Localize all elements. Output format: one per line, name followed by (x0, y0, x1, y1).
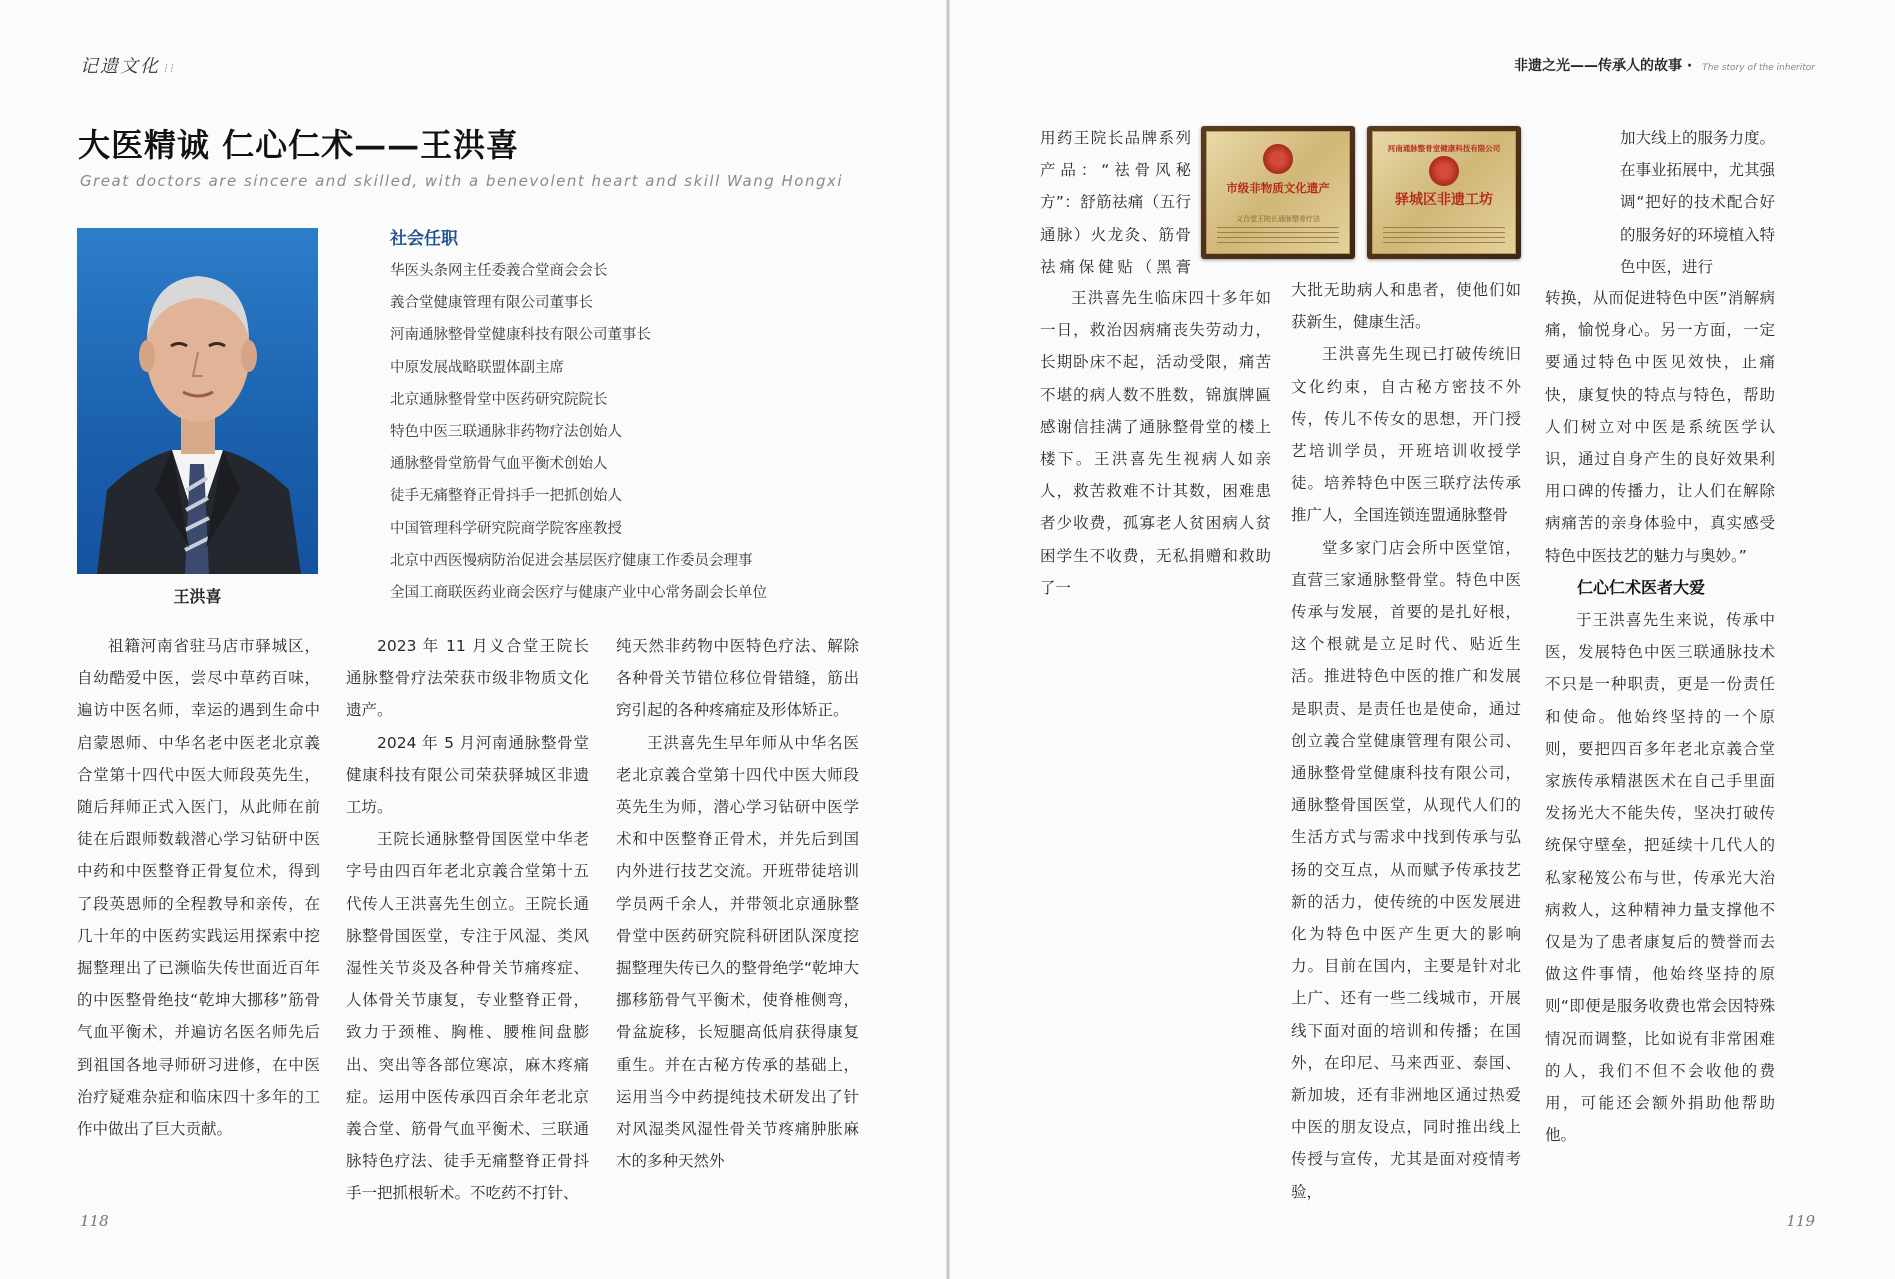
right-column-3-top (1620, 122, 1775, 283)
section-heading: 仁心仁术医者大爱 (1577, 577, 1706, 597)
page-number-left: 118 (80, 1212, 109, 1230)
paragraph: 2023 年 11 月义合堂王院长通脉整骨疗法荣获市级非物质文化遗产。 (346, 637, 589, 720)
logo-text: 记遗文化 (80, 56, 160, 77)
paragraph: 王院长通脉整骨国医堂中华老字号由四百年老北京義合堂第十五代传人王洪喜先生创立。王院长通脉整骨国医堂，专注于风湿、类风湿性关节炎及各种骨关节痛疼症、人体骨关节康复，专业整脊正骨，致力于颈椎、胸椎、腰椎间盘膨出、突出等各部位寒凉，麻木疼痛症。运用中医传承四百余年老北京義合堂、筋骨气血平衡术、三联通脉特色疗法、徒手无痛整脊正骨抖手一把抓根斩术。不吃药不打针、 (346, 830, 589, 1203)
portrait-photo (77, 228, 318, 574)
section-title: 非遗之光——传承人的故事 · (1514, 58, 1693, 74)
paragraph: 祖籍河南省驻马店市驿城区，自幼酷爱中医，尝尽中草药百味，遍访中医名师，幸运的遇到生命中启蒙恩师、中华名老中医老北京義合堂第十四代中医大师段英先生，随后拜师正式入医门，从此师在前徒在后跟师数载潜心学习钻研中医中药和中医整脊正骨复位术，得到了段英恩师的全程教导和亲传，在几十年的中医药实践运用探索中挖掘整理出了已濒临失传世面近百年的中医整骨绝技“乾坤大挪移”筋骨气血平衡术，并遍访名医名师先后到祖国各地寻师研习进修，在中医治疗疑难杂症和临床四十多年的工作中做出了巨大贡献。 (77, 637, 320, 1139)
emblem-icon (1263, 144, 1293, 174)
right-column-1-lower (1040, 282, 1271, 604)
position-item: 河南通脉整骨堂健康科技有限公司董事长 (390, 327, 651, 344)
paragraph: 王洪喜先生临床四十多年如一日，救治因病痛丧失劳动力，长期卧床不起，活动受限，痛苦不堪的病人数不胜数，锦旗牌匾感谢信挂满了通脉整骨堂的楼上楼下。王洪喜先生视病人如亲人，救苦救难不计其数，困难患者少收费，孤寡老人贫困病人贫困学生不收费，无私捐赠和救助了一 (1040, 289, 1271, 597)
paragraph: 王洪喜先生早年师从中华名医老北京義合堂第十四代中医大师段英先生为师，潜心学习钻研中医学术和中医整脊正骨术，并先后到国内外进行技艺交流。开班带徒培训学员两千余人，并带领北京通脉整骨堂中医药研究院科研团队深度挖掘整理失传已久的整骨绝学“乾坤大挪移筋骨气平衡术，使脊椎侧弯，骨盆旋移，长短腿高低肩获得康复重生。并在古秘方传承的基础上，运用当今中药提纯技术研发出了针对风湿类风湿性骨关节疼痛肿胀麻木的多种天然外 (616, 733, 859, 1171)
paragraph: 用药王院长品牌系列产品：“祛骨风秘方”：舒筋祛痛（五行通脉）火龙灸、筋骨祛痛保健贴（黑膏 (1040, 129, 1191, 276)
portrait-illustration (77, 228, 318, 574)
position-item: 義合堂健康管理有限公司董事长 (390, 295, 593, 312)
plaque-municipal-heritage (1201, 126, 1355, 259)
position-item: 华医头条网主任委義合堂商会会长 (390, 263, 608, 279)
paragraph: 加大线上的服务力度。在事业拓展中，尤其强调“把好的技术配合好的服务好的环境植入特色中医，进行 (1620, 129, 1776, 276)
body-column-3 (616, 630, 859, 1177)
position-item: 北京中西医慢病防治促进会基层医疗健康工作委员会理事 (390, 552, 753, 569)
position-item: 北京通脉整骨堂中医药研究院院长 (390, 391, 608, 408)
magazine-logo (80, 52, 176, 78)
section-subtitle: The story of the inheritor (1702, 63, 1815, 73)
article-subtitle: Great doctors are sincere and skilled, with a benevolent heart and skill Wang Hongxi (80, 172, 844, 190)
photo-caption: 王洪喜 (173, 587, 222, 606)
plaque-district-workshop (1367, 126, 1521, 259)
emblem-icon (1429, 156, 1459, 186)
position-item: 特色中医三联通脉非药物疗法创始人 (390, 424, 622, 441)
plaque-title: 市级非物质文化遗产 (1226, 181, 1330, 195)
position-item: 中国管理科学研究院商学院客座教授 (390, 520, 622, 537)
paragraph: 纯天然非药物中医特色疗法、解除各种骨关节错位移位骨错缝，筋出窍引起的各种疼痛症及形体矫正。 (616, 637, 859, 720)
paragraph: 于王洪喜先生来说，传承中医，发展特色中医三联通脉技术不只是一种职责，更是一份责任和使命。他始终坚持的一个原则，要把四百多年老北京義合堂家族传承精湛医术在自己手里面发扬光大不能失传，坚决打破传统保守壁垒，把延续十几代人的私家秘笈公布与世，传承光大治病救人，这种精神力量支撑他不仅是为了患者康复后的赞誉而去做这件事情，他始终坚持的原则“即便是服务收费也常会因特殊情况而调整，比如说有非常困难的人，我们不但不会收他的费用，可能还会额外捐助他帮助他。 (1545, 611, 1775, 1145)
paragraph: 堂多家门店会所中医堂馆，直营三家通脉整骨堂。特色中医传承与发展，首要的是扎好根，这个根就是立足时代、贴近生活。推进特色中医的推广和发展是职责、是责任也是使命，通过创立義合堂健康管理有限公司、通脉整骨堂健康科技有限公司，通脉整骨国医堂，从现代人们的生活方式与需求中找到传承与弘扬的交互点，从而赋予传承技艺新的活力，使传统的中医发展进化为特色中医产生更大的影响力。目前在国内，主要是针对北上广、还有一些二线城市，开展线下面对面的培训和传播；在国外，在印尼、马来西亚、泰国、新加坡，还有非洲地区通过热爱中医的朋友设点，同时推出线上传授与宣传，尤其是面对疫情考验， (1291, 538, 1521, 1201)
paragraph: 大批无助病人和患者，使他们如获新生，健康生活。 (1291, 281, 1521, 332)
position-item: 通脉整骨堂筋骨气血平衡术创始人 (390, 456, 608, 473)
section-header (1514, 55, 1815, 75)
logo-ornament-icon: ⁞⁞ (164, 61, 176, 75)
social-positions-list (390, 255, 767, 609)
article-title: 大医精诚 仁心仁术——王洪喜 (78, 126, 520, 164)
position-item: 中原发展战略联盟体副主席 (390, 359, 564, 376)
body-column-1 (77, 630, 320, 1145)
page-number-right: 119 (1786, 1212, 1815, 1230)
paragraph: 2024 年 5 月河南通脉整骨堂健康科技有限公司荣获驿城区非遗工坊。 (346, 733, 589, 817)
plaque-subtitle: 义合堂王院长通脉整骨疗法 (1236, 215, 1320, 223)
body-column-2 (346, 630, 589, 1210)
right-column-2 (1291, 274, 1521, 1208)
right-column-1-top (1040, 122, 1191, 283)
position-item: 徒手无痛整脊正骨抖手一把抓创始人 (390, 488, 622, 505)
right-column-3 (1545, 282, 1775, 1151)
social-positions-heading: 社会任职 (390, 229, 458, 249)
plaque-company: 河南通脉整骨堂健康科技有限公司 (1387, 144, 1501, 153)
paragraph: 转换，从而促进特色中医”消解病痛，愉悦身心。另一方面，一定要通过特色中医见效快，止痛快，康复快的特点与特色，帮助人们树立对中医是系统医学认识，通过自身产生的良好效果利用口碑的传播力，让人们在解除病痛苦的亲身体验中，真实感受特色中医技艺的魅力与奥妙。” (1545, 289, 1775, 565)
award-plaques (1201, 126, 1521, 262)
paragraph: 王洪喜先生现已打破传统旧文化约束，自古秘方密技不外传，传儿不传女的思想，开门授艺培训学员，开班培训收授学徒。培养特色中医三联疗法传承推广人，全国连锁连盟通脉整骨 (1291, 345, 1521, 525)
social-positions (390, 224, 767, 609)
plaque-title: 驿城区非遗工坊 (1395, 192, 1493, 208)
position-item: 全国工商联医药业商会医疗与健康产业中心常务副会长单位 (390, 585, 767, 602)
